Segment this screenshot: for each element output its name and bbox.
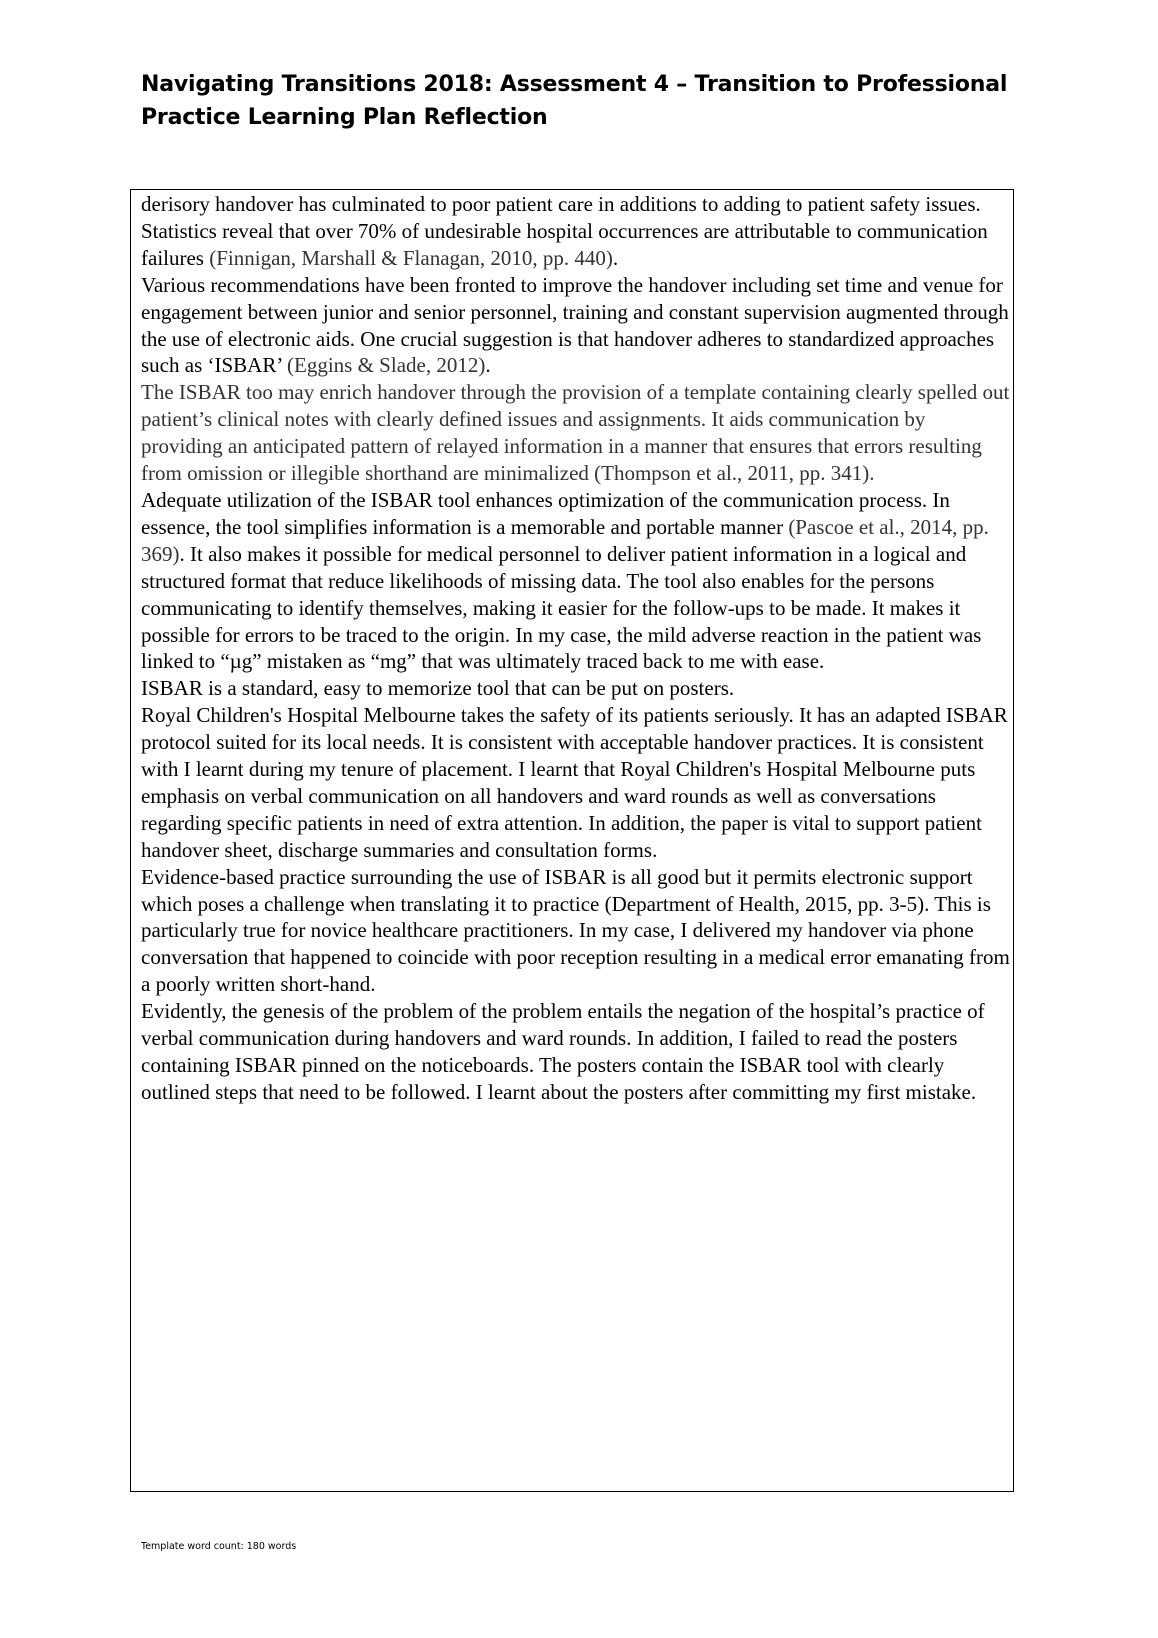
- paragraph: Royal Children's Hospital Melbourne takes the safety of its patients seriously. It has an adapted ISBAR protocol suited for its local needs. It is consistent with acceptable handover practices. It is consistent with I learnt during my tenure of placement. I learnt that Royal Children's Hospital Melbourne puts emphasis on verbal communication on all handovers and ward rounds as well as conversations regarding specific patients in need of extra attention. In addition, the paper is vital to support patient handover sheet, discharge summaries and consultation forms.: [141, 703, 1008, 862]
- paragraph: Evidently, the genesis of the problem of the problem entails the negation of the hospital’s practice of verbal communication during handovers and ward rounds. In addition, I failed to read the posters containing ISBAR pinned on the noticeboards. The posters contain the ISBAR tool with clearly outlined steps that need to be followed. I learnt about the posters after committing my first mistake.: [141, 999, 985, 1104]
- paragraph-text: Adequate utilization of the ISBAR tool enhances optimization of the communication process. In essence, the tool simplifies information is a memorable and portable manner: [141, 487, 950, 539]
- paragraph: Evidence-based practice surrounding the use of ISBAR is all good but it permits electronic support which poses a challenge when translating it to practice (Department of Health, 2015, pp. 3-5). This is particularly true for novice healthcare practitioners. In my case, I delivered my handover via phone conversation that happened to coincide with poor reception resulting in a medical error emanating from a poorly written short-hand.: [141, 864, 1010, 997]
- paragraph-text: . It also makes it possible for medical personnel to deliver patient information in a logical and structured format that reduce likelihoods of missing data. The tool also enables for the persons communicating to identify themselves, making it easier for the follow-ups to be made. It makes it possible for errors to be traced to the origin. In my case, the mild adverse reaction in the patient was linked to “µg” mistaken as “mg” that was ultimately traced back to me with ease.: [141, 541, 982, 674]
- document-title: [141, 68, 1021, 134]
- paragraph: [141, 272, 1011, 380]
- paragraph-text: derisory handover has culminated to poor patient care in additions to adding to patient safety issues. Statistics reveal that over 70% of undesirable hospital occurrences are attributable to communication failures: [141, 192, 988, 270]
- word-count-footer: Template word count: 180 words: [141, 1541, 297, 1552]
- citation: (Finnigan, Marshall & Flanagan, 2010, pp. 440): [209, 245, 613, 270]
- citation: (Eggins & Slade, 2012): [287, 353, 486, 378]
- paragraph-text: .: [612, 245, 619, 270]
- paragraph-text: Various recommendations have been fronted to improve the handover including set time and venue for engagement between junior and senior personnel, training and constant supervision augmented through the use of electronic aids. One crucial suggestion is that handover adheres to standardized approaches such as ‘ISBAR’: [141, 272, 1009, 378]
- reflection-body: [141, 191, 1011, 1106]
- paragraph: [141, 191, 1011, 272]
- document-title-line-1: Navigating Transitions 2018: Assessment 4 – Transition to Professional: [141, 72, 1008, 97]
- paragraph: ISBAR is a standard, easy to memorize tool that can be put on posters.: [141, 676, 735, 701]
- paragraph: The ISBAR too may enrich handover through the provision of a template containing clearly spelled out patient’s clinical notes with clearly defined issues and assignments. It aids communication by providing an anticipated pattern of relayed information in a manner that ensures that errors resulting from omission or illegible shorthand are minimalized (Thompson et al., 2011, pp. 341).: [141, 380, 1010, 486]
- citation: (Pascoe et al., 2014, pp. 369): [141, 514, 989, 566]
- paragraph: [141, 487, 1011, 675]
- document-title-line-2: Practice Learning Plan Reflection: [141, 105, 548, 130]
- paragraph-text: .: [485, 353, 491, 378]
